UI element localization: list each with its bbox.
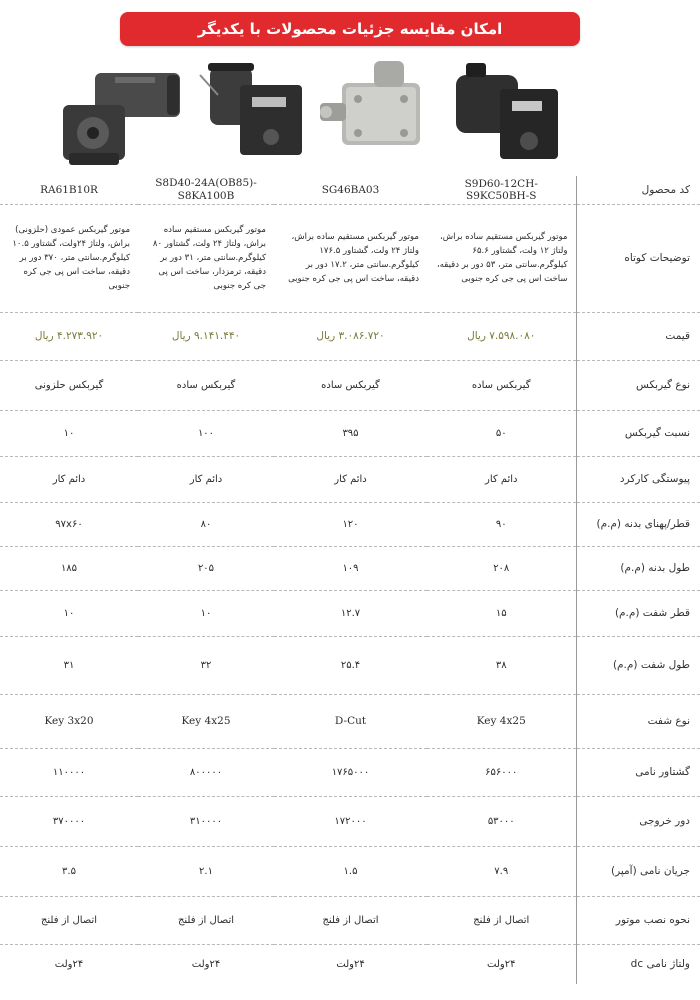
label-shaft-length: طول شفت (م.م) — [576, 636, 700, 694]
row-price — [0, 312, 700, 360]
label-shaft-type: نوع شفت — [576, 694, 700, 748]
product-image-s9d60 — [440, 55, 565, 170]
cell-current-s8d40: ۲.۱ — [138, 846, 274, 896]
cell-shaftlen-s9d60: ۳۸ — [427, 636, 576, 694]
cell-desc-sg46ba03: موتور گیربکس مستقیم ساده براش، ولتاژ ۲۴ ولت، گشتاور ۱۷۶.۵ کیلوگرم.سانتی متر، ۱۷.۲ دور بر دقیقه، ساخت اس پی جی کره جنوبی — [274, 204, 427, 312]
cell-voltage-sg46ba03: ۲۴ولت — [336, 958, 365, 970]
cell-bodylen-s8d40: ۲۰۵ — [138, 546, 274, 590]
cell-code-ra61b10r: RA61B10R — [0, 176, 138, 204]
cell-speed-ra61b10r: ۳۷۰۰۰۰ — [0, 796, 138, 846]
cell-duty-sg46ba03: دائم کار — [274, 456, 427, 502]
cell-ratio-sg46ba03: ۳۹۵ — [274, 410, 427, 456]
row-shaft-length — [0, 636, 700, 694]
row-gearbox-type — [0, 360, 700, 410]
cell-code-sg46ba03: SG46BA03 — [274, 176, 427, 204]
row-body-diameter — [0, 502, 700, 546]
label-body-length: طول بدنه (م.م) — [576, 546, 700, 590]
label-shaft-diameter: قطر شفت (م.م) — [576, 590, 700, 636]
cell-shaftlen-sg46ba03: ۲۵.۴ — [274, 636, 427, 694]
row-gear-ratio — [0, 410, 700, 456]
label-mounting: نحوه نصب موتور — [576, 896, 700, 944]
cell-price-sg46ba03: ۳.۰۸۶.۷۲۰ ریال — [274, 312, 427, 360]
cell-shafttype-s8d40: Key 4x25 — [138, 694, 274, 748]
cell-desc-ra61b10r: موتور گیربکس عمودی (حلزونی) براش، ولتاژ ۲۴ولت، گشتاور ۱۰.۵ کیلوگرم.سانتی متر، ۳۷۰ دور بر دقیقه، ساخت اس پی جی کره جنوبی — [0, 204, 138, 312]
cell-ratio-s9d60: ۵۰ — [427, 410, 576, 456]
cell-desc-s9d60: موتور گیربکس مستقیم ساده براش، ولتاژ ۱۲ ولت، گشتاور ۶۵.۶ کیلوگرم.سانتی متر، ۵۳ دور بر دقیقه، ساخت اس پی جی کره جنوبی — [427, 204, 576, 312]
cell-speed-s9d60: ۵۳۰۰۰ — [427, 796, 576, 846]
label-gear-ratio: نسبت گیربکس — [576, 410, 700, 456]
cell-bodylen-ra61b10r: ۱۸۵ — [0, 546, 138, 590]
row-shaft-type — [0, 694, 700, 748]
label-body-diameter: قطر/پهنای بدنه (م.م) — [576, 502, 700, 546]
product-photos — [0, 55, 700, 175]
cell-torque-sg46ba03: ۱۷۶۵۰۰۰ — [274, 748, 427, 796]
cell-shaftdia-sg46ba03: ۱۲.۷ — [274, 590, 427, 636]
comparison-table — [0, 176, 700, 984]
cell-bodydia-ra61b10r: ۹۷x۶۰ — [0, 502, 138, 546]
cell-price-ra61b10r: ۴.۲۷۳.۹۲۰ ریال — [0, 312, 138, 360]
cell-price-s8d40: ۹.۱۴۱.۴۴۰ ریال — [138, 312, 274, 360]
row-mounting — [0, 896, 700, 944]
label-voltage: ولتاژ نامی dc — [576, 944, 700, 984]
cell-shaftlen-ra61b10r: ۳۱ — [0, 636, 138, 694]
product-image-sg46ba03 — [312, 55, 437, 170]
row-shaft-diameter — [0, 590, 700, 636]
cell-torque-s9d60: ۶۵۶۰۰۰ — [427, 748, 576, 796]
product-image-s8d40 — [190, 55, 310, 170]
cell-duty-s8d40: دائم کار — [138, 456, 274, 502]
label-gearbox-type: نوع گیربکس — [576, 360, 700, 410]
row-duty — [0, 456, 700, 502]
cell-duty-ra61b10r: دائم کار — [0, 456, 138, 502]
cell-shafttype-ra61b10r: Key 3x20 — [0, 694, 138, 748]
cell-speed-s8d40: ۳۱۰۰۰۰ — [138, 796, 274, 846]
cell-ratio-s8d40: ۱۰۰ — [138, 410, 274, 456]
product-image-ra61b10r — [55, 55, 190, 170]
cell-shafttype-s9d60: Key 4x25 — [427, 694, 576, 748]
cell-code-s8d40: S8D40-24A(OB85)-S8KA100B — [138, 176, 274, 204]
cell-bodydia-s9d60: ۹۰ — [427, 502, 576, 546]
cell-current-ra61b10r: ۳.۵ — [0, 846, 138, 896]
cell-mount-s8d40: اتصال از فلنج — [138, 896, 274, 944]
label-current: جریان نامی (آمپر) — [576, 846, 700, 896]
row-description — [0, 204, 700, 312]
cell-torque-s8d40: ۸۰۰۰۰۰ — [138, 748, 274, 796]
cell-torque-ra61b10r: ۱۱۰۰۰۰ — [0, 748, 138, 796]
label-torque: گشتاور نامی — [576, 748, 700, 796]
cell-mount-ra61b10r: اتصال از فلنج — [0, 896, 138, 944]
label-desc: توضیحات کوتاه — [576, 204, 700, 312]
cell-code-s9d60: S9D60-12CH-S9KC50BH-S — [427, 176, 576, 204]
row-speed — [0, 796, 700, 846]
cell-speed-sg46ba03: ۱۷۲۰۰۰ — [274, 796, 427, 846]
row-current — [0, 846, 700, 896]
cell-shaftlen-s8d40: ۳۲ — [138, 636, 274, 694]
label-duty: پیوستگی کارکرد — [576, 456, 700, 502]
cell-shaftdia-s8d40: ۱۰ — [138, 590, 274, 636]
row-voltage — [0, 944, 700, 984]
row-torque — [0, 748, 700, 796]
cell-shaftdia-ra61b10r: ۱۰ — [0, 590, 138, 636]
cell-mount-s9d60: اتصال از فلنج — [427, 896, 576, 944]
cell-bodydia-s8d40: ۸۰ — [138, 502, 274, 546]
cell-bodylen-sg46ba03: ۱۰۹ — [274, 546, 427, 590]
cell-gearbox-s8d40: گیربکس ساده — [138, 360, 274, 410]
cell-duty-s9d60: دائم کار — [427, 456, 576, 502]
cell-voltage-s9d60: ۲۴ولت — [487, 958, 516, 970]
cell-gearbox-s9d60: گیربکس ساده — [427, 360, 576, 410]
cell-bodylen-s9d60: ۲۰۸ — [427, 546, 576, 590]
cell-shafttype-sg46ba03: D-Cut — [274, 694, 427, 748]
row-product-code — [0, 176, 700, 204]
cell-shaftdia-s9d60: ۱۵ — [427, 590, 576, 636]
cell-gearbox-ra61b10r: گیربکس حلزونی — [0, 360, 138, 410]
cell-mount-sg46ba03: اتصال از فلنج — [274, 896, 427, 944]
cell-price-s9d60: ۷.۵۹۸.۰۸۰ ریال — [427, 312, 576, 360]
cell-gearbox-sg46ba03: گیربکس ساده — [274, 360, 427, 410]
cell-current-s9d60: ۷.۹ — [427, 846, 576, 896]
label-speed: دور خروجی — [576, 796, 700, 846]
page-banner: امکان مقایسه جزئیات محصولات با یکدیگر — [120, 12, 580, 46]
cell-voltage-ra61b10r: ۲۴ولت — [54, 958, 84, 970]
label-code: کد محصول — [576, 176, 700, 204]
row-body-length — [0, 546, 700, 590]
label-price: قیمت — [576, 312, 700, 360]
cell-voltage-s8d40: ۲۴ولت — [191, 958, 221, 970]
cell-bodydia-sg46ba03: ۱۲۰ — [274, 502, 427, 546]
cell-desc-s8d40: موتور گیربکس مستقیم ساده براش، ولتاژ ۲۴ ولت، گشتاور ۸۰ کیلوگرم.سانتی متر، ۳۱ دور بر دقیقه، ترمزدار، ساخت اس پی جی کره جنوبی — [138, 204, 274, 312]
cell-ratio-ra61b10r: ۱۰ — [0, 410, 138, 456]
cell-current-sg46ba03: ۱.۵ — [274, 846, 427, 896]
